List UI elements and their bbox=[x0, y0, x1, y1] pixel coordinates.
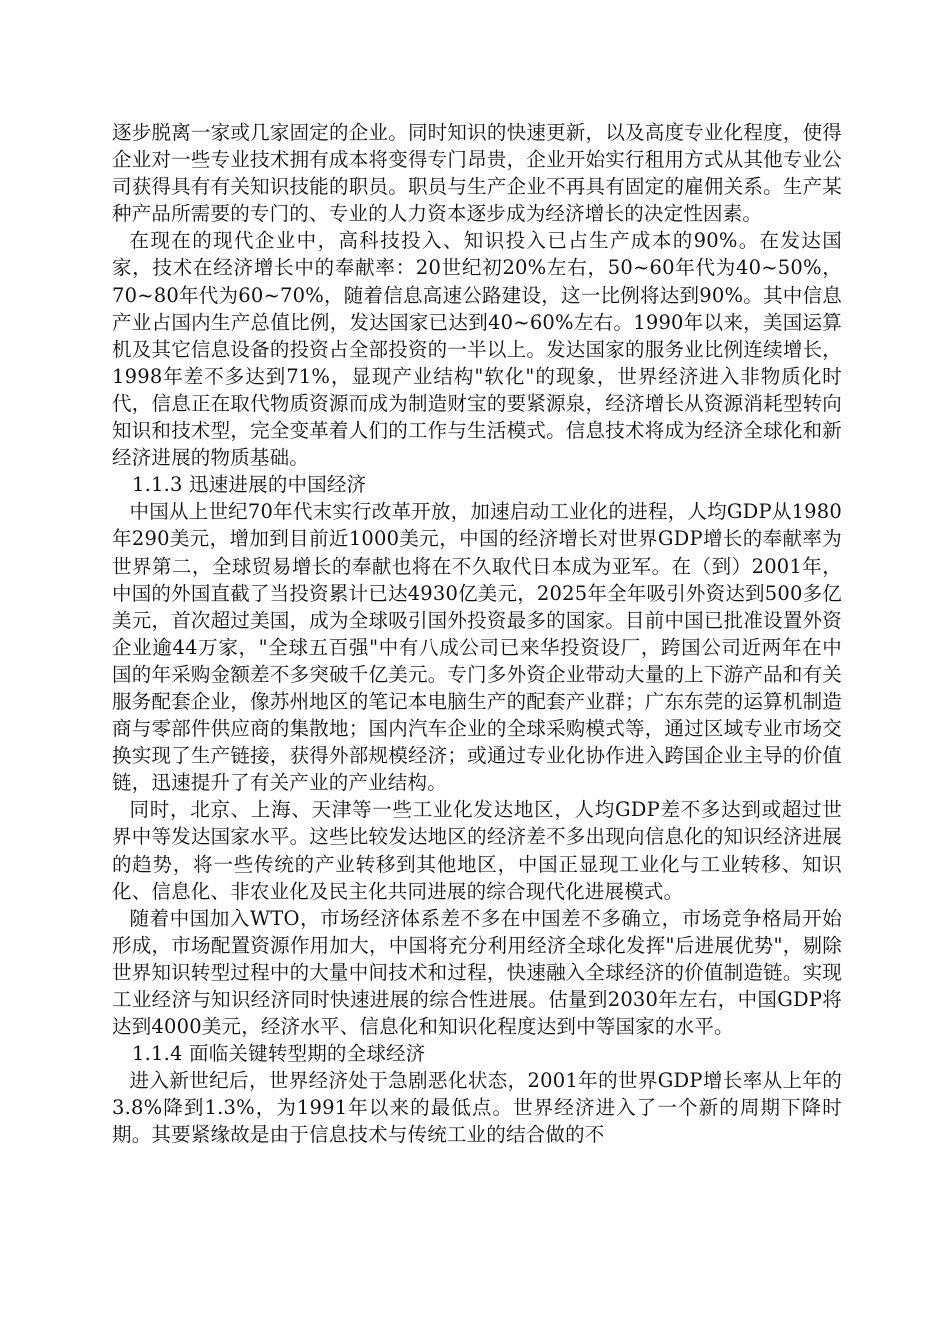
paragraph-china-reform: 中国从上世纪70年代末实行改革开放，加速启动工业化的进程，人均GDP从1980年290美元，增加到目前近1000美元，中国的经济增长对世界GDP增长的奉献率为世界第二，全球贸易增长的奉献也将在不久取代日本成为亚军。在（到）2001年，中国的外国直截了当投资累计已达4930亿美元，2025年全年吸引外资达到500多亿美元，首次超过美国，成为全球吸引国外投资最多的国家。目前中国已批准设置外资企业逾44万家，"全球五百强"中有八成公司已来华投资设厂，跨国公司近两年在中国的年采购金额差不多突破千亿美元。专门多外资企业带动大量的上下游产品和有关服务配套企业，像苏州地区的笔记本电脑生产的配套产业群；广东东莞的运算机制造商与零部件供应商的集散地；国内汽车企业的全球采购模式等，通过区域专业市场交换实现了生产链接，获得外部规模经济；或通过专业化协作进入跨国企业主导的价值链，迅速提升了有关产业的产业结构。 bbox=[112, 500, 842, 795]
paragraph-high-tech-investment: 在现在的现代企业中，高科技投入、知识投入已占生产成本的90%。在发达国家，技术在经济增长中的奉献率：20世纪初20%左右，50~60年代为40~50%，70~80年代为60~70%，随着信息高速公路建设，这一比例将达到90%。其中信息产业占国内生产总值比例，发达国家已达到40~60%左右。1990年以来，美国运算机及其它信息设备的投资占全部投资的一半以上。发达国家的服务业比例连续增长，1998年差不多达到71%，显现产业结构"软化"的现象，世界经济进入非物质化时代，信息正在取代物质资源而成为制造财宝的要紧源泉，经济增长从资源消耗型转向知识和技术型，完全变革着人们的工作与生活模式。信息技术将成为经济全球化和新经济进展的物质基础。 bbox=[112, 229, 842, 470]
section-heading-1-1-4: 1.1.4 面临关键转型期的全球经济 bbox=[132, 1042, 426, 1066]
paragraph-wto: 随着中国加入WTO，市场经济体系差不多在中国差不多确立，市场竞争格局开始形成，市场配置资源作用加大，中国将充分利用经济全球化发挥"后进展优势"，剔除世界知识转型过程中的大量中间技术和过程，快速融入全球经济的价值制造链。实现工业经济与知识经济同时快速进展的综合性进展。估量到2030年左右，中国GDP将达到4000美元，经济水平、信息化和知识化程度达到中等国家的水平。 bbox=[112, 906, 842, 1039]
document-body bbox=[112, 119, 842, 1149]
section-heading-1-1-3: 1.1.3 迅速进展的中国经济 bbox=[132, 473, 367, 497]
paragraph-developed-regions: 同时，北京、上海、天津等一些工业化发达地区，人均GDP差不多达到或超过世界中等发达国家水平。这些比较发达地区的经济差不多出现向信息化的知识经济进展的趋势，将一些传统的产业转移到其他地区，中国正显现工业化与工业转移、知识化、信息化、非农业化及民主化共同进展的综合现代化进展模式。 bbox=[112, 798, 842, 903]
paragraph-global-economy: 进入新世纪后，世界经济处于急剧恶化状态，2001年的世界GDP增长率从上年的3.8%降到1.3%，为1991年以来的最低点。世界经济进入了一个新的周期下降时期。其要紧缘故是由于信息技术与传统工业的结合做的不 bbox=[112, 1069, 842, 1147]
paragraph-workforce: 逐步脱离一家或几家固定的企业。同时知识的快速更新，以及高度专业化程度，使得企业对一些专业技术拥有成本将变得专门昂贵，企业开始实行租用方式从其他专业公司获得具有有关知识技能的职员。职员与生产企业不再具有固定的雇佣关系。生产某种产品所需要的专门的、专业的人力资本逐步成为经济增长的决定性因素。 bbox=[112, 121, 842, 226]
